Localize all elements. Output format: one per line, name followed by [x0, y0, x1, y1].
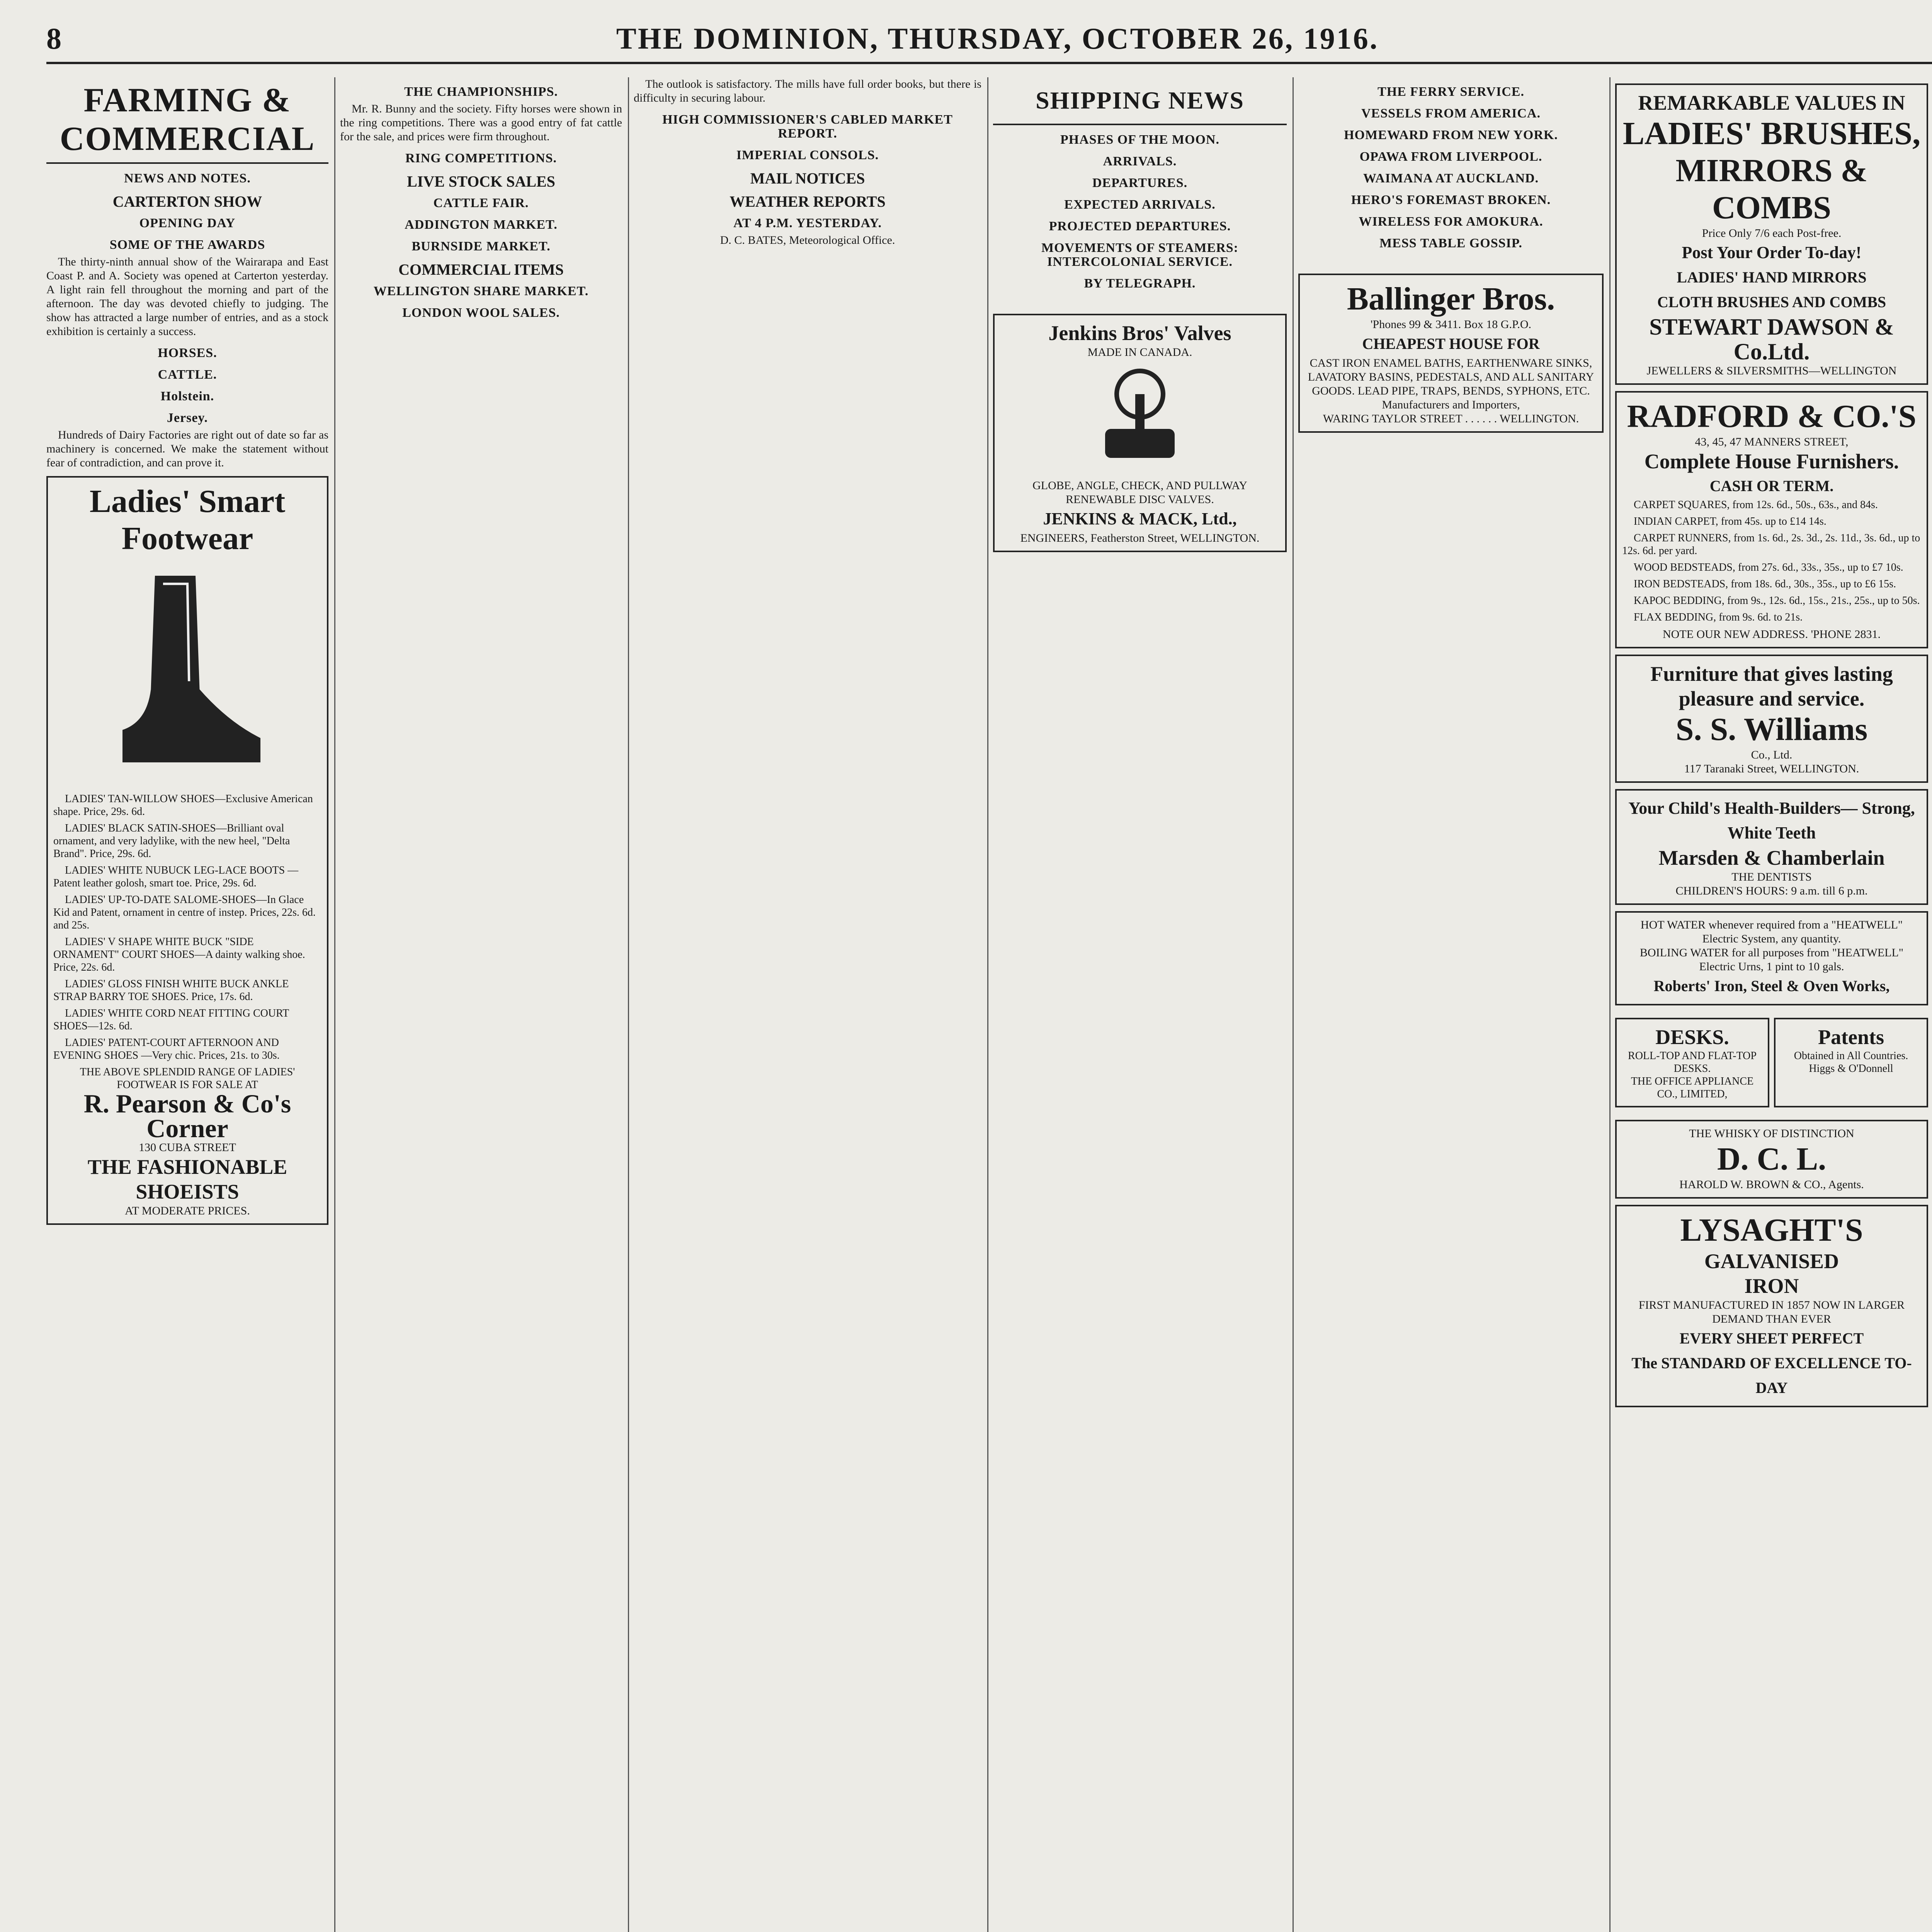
paper-title: THE DOMINION, THURSDAY, OCTOBER 26, 1916. — [616, 22, 1379, 55]
ad-title: Patents — [1818, 1026, 1884, 1049]
ad-manufacturers: Manufacturers and Importers, — [1382, 398, 1520, 411]
ad-item: LADIES' UP-TO-DATE SALOME-SHOES—In Glace Kid and Patent, ornament in centre of instep. Prices, 22s. 6d. and 25s. — [53, 894, 316, 931]
sub-heading: LONDON WOOL SALES. — [402, 306, 560, 320]
ad-line: EVERY SHEET PERFECT — [1679, 1330, 1864, 1347]
sub-heading: AT 4 P.M. YESTERDAY. — [733, 216, 882, 230]
sub-heading: EXPECTED ARRIVALS. — [1064, 197, 1216, 212]
desks-ad — [1615, 1018, 1769, 1107]
ad-subhead: CLOTH BRUSHES AND COMBS — [1657, 293, 1886, 311]
article-heading: COMMERCIAL ITEMS — [398, 261, 564, 278]
article-paragraph: Hundreds of Dairy Factories are right out of date so far as machinery is concerned. We make the statement without fear of contradiction, and can prove it. — [46, 429, 328, 469]
ad-range: THE ABOVE SPLENDID RANGE OF LADIES' FOOTWEAR IS FOR SALE AT — [80, 1066, 295, 1091]
ad-item: LADIES' TAN-WILLOW SHOES—Exclusive American shape. Price, 29s. 6d. — [53, 793, 313, 818]
ad-item: CARPET RUNNERS, from 1s. 6d., 2s. 3d., 2s. 11d., 3s. 6d., up to 12s. 6d. per yard. — [1622, 532, 1920, 557]
boot-illustration — [106, 565, 269, 781]
ad-tagline: FIRST MANUFACTURED IN 1857 NOW IN LARGER DEMAND THAN EVER — [1638, 1299, 1905, 1325]
ad-line: IRON — [1744, 1274, 1799, 1298]
sub-heading: Holstein. — [160, 389, 214, 403]
ad-item: LADIES' V SHAPE WHITE BUCK "SIDE ORNAMENT" COURT SHOES—A dainty walking shoe. Price, 22s. 6d. — [53, 936, 305, 973]
ad-item: CARPET SQUARES, from 12s. 6d., 50s., 63s., and 84s. — [1634, 499, 1878, 511]
section-heading: SHIPPING NEWS — [993, 81, 1287, 125]
sub-heading: Jersey. — [167, 411, 208, 425]
sub-heading: THE CHAMPIONSHIPS. — [404, 85, 558, 99]
sub-heading: CATTLE. — [158, 367, 217, 382]
ad-title: DESKS. — [1655, 1026, 1729, 1049]
ad-line: BOILING WATER for all purposes from "HEATWELL" Electric Urns, 1 pint to 10 gals. — [1639, 946, 1904, 973]
sub-heading: OPAWA FROM LIVERPOOL. — [1359, 150, 1543, 164]
ad-brand: LYSAGHT'S — [1680, 1212, 1863, 1248]
sub-heading: HIGH COMMISSIONER'S CABLED MARKET REPORT. — [662, 112, 953, 141]
sub-heading: MOVEMENTS OF STEAMERS: INTERCOLONIAL SERVICE. — [1041, 241, 1238, 269]
sub-heading: HOMEWARD FROM NEW YORK. — [1344, 128, 1558, 142]
ad-item: INDIAN CARPET, from 45s. up to £14 14s. — [1634, 515, 1827, 527]
column-shipping-2 — [1298, 77, 1604, 1932]
sub-heading: MESS TABLE GOSSIP. — [1379, 236, 1522, 250]
ad-brand: Roberts' Iron, Steel & Oven Works, — [1653, 977, 1890, 995]
ad-address: 117 Taranaki Street, WELLINGTON. — [1684, 762, 1859, 775]
masthead — [46, 15, 1932, 64]
ad-brand-suffix: Co., Ltd. — [1751, 748, 1793, 761]
ad-price: Price Only 7/6 each Post-free. — [1702, 227, 1842, 240]
ad-agents: HAROLD W. BROWN & CO., Agents. — [1679, 1178, 1864, 1191]
ad-item-list — [1622, 498, 1921, 624]
radford-ad — [1615, 391, 1928, 648]
column-ads — [1615, 77, 1928, 1932]
sub-heading: BY TELEGRAPH. — [1084, 276, 1196, 291]
ad-kicker: THE WHISKY OF DISTINCTION — [1689, 1127, 1854, 1140]
article-heading: CARTERTON SHOW — [112, 193, 262, 210]
ad-brand: Marsden & Chamberlain — [1658, 846, 1885, 869]
kicker: NEWS AND NOTES. — [124, 171, 251, 185]
ad-sub: Obtained in All Countries. — [1794, 1050, 1908, 1062]
ad-item: FLAX BEDDING, from 9s. 6d. to 21s. — [1634, 611, 1803, 623]
ad-products: GLOBE, ANGLE, CHECK, AND PULLWAY RENEWABLE DISC VALVES. — [1032, 479, 1247, 506]
column-rule — [1609, 77, 1611, 1932]
ad-title: D. C. L. — [1717, 1141, 1827, 1177]
column-shipping — [993, 77, 1287, 1932]
ad-title: Jenkins Bros' Valves — [1048, 321, 1231, 345]
ad-item: KAPOC BEDDING, from 9s., 12s. 6d., 15s., 21s., 25s., up to 50s. — [1634, 595, 1920, 607]
ad-store: R. Pearson & Co's Corner — [83, 1089, 291, 1143]
sub-heading: PHASES OF THE MOON. — [1060, 133, 1219, 147]
column-stock — [340, 77, 622, 1932]
heatwell-ad — [1615, 911, 1928, 1005]
ad-cheapest: CHEAPEST HOUSE FOR — [1362, 335, 1540, 352]
article-paragraph: The outlook is satisfactory. The mills have full order books, but there is difficulty in securing labour. — [634, 78, 981, 104]
footwear-ad — [46, 476, 328, 1225]
ad-tagline: Complete House Furnishers. — [1644, 450, 1899, 473]
ad-item: LADIES' WHITE CORD NEAT FITTING COURT SHOES—12s. 6d. — [53, 1007, 289, 1032]
sub-heading: THE FERRY SERVICE. — [1378, 85, 1524, 99]
ad-item: LADIES' WHITE NUBUCK LEG-LACE BOOTS — Patent leather golosh, smart toe. Price, 29s. 6d. — [53, 864, 299, 889]
article-heading: LIVE STOCK SALES — [407, 173, 555, 190]
sub-heading: HORSES. — [158, 346, 217, 360]
signature: D. C. BATES, Meteorological Office. — [720, 234, 895, 247]
ad-line: HOT WATER whenever required from a "HEATWELL" Electric System, any quantity. — [1640, 918, 1903, 945]
ad-item: LADIES' GLOSS FINISH WHITE BUCK ANKLE STRAP BARRY TOE SHOES. Price, 17s. 6d. — [53, 978, 289, 1003]
ad-hours: CHILDREN'S HOURS: 9 a.m. till 6 p.m. — [1675, 884, 1868, 897]
sub-heading: PROJECTED DEPARTURES. — [1049, 219, 1231, 233]
ad-title: Your Child's Health-Builders— Strong, White Teeth — [1628, 799, 1915, 842]
ad-title: Ballinger Bros. — [1347, 281, 1555, 317]
williams-ad — [1615, 655, 1928, 783]
ad-address: 130 CUBA STREET — [139, 1141, 236, 1154]
stewart-dawson-ad — [1615, 83, 1928, 385]
lysaght-ad — [1615, 1205, 1928, 1407]
ad-title: Furniture that gives lasting pleasure and service. — [1650, 662, 1893, 710]
ad-note: NOTE OUR NEW ADDRESS. 'PHONE 2831. — [1662, 628, 1881, 641]
ad-address: WARING TAYLOR STREET . . . . . . WELLINGTON. — [1323, 412, 1579, 425]
sub-heading: RING COMPETITIONS. — [405, 151, 557, 165]
ad-line: GALVANISED — [1704, 1250, 1839, 1273]
ad-agents: JENKINS & MACK, Ltd., — [1043, 509, 1237, 528]
ad-row — [1615, 1012, 1928, 1114]
sub-heading: IMPERIAL CONSOLS. — [736, 148, 879, 162]
ad-brand: THE OFFICE APPLIANCE CO., LIMITED, — [1631, 1075, 1754, 1100]
jenkins-ad — [993, 314, 1287, 552]
ballinger-ad — [1298, 274, 1604, 433]
sub-heading: ADDINGTON MARKET. — [405, 218, 558, 232]
sub-heading: VESSELS FROM AMERICA. — [1361, 106, 1541, 121]
article-paragraph: Mr. R. Bunny and the society. Fifty horses were shown in the ring competitions. There was a good entry of fat cattle for the sale, and prices were firm throughout. — [340, 102, 622, 143]
sub-heading: OPENING DAY — [139, 216, 236, 230]
ad-goods: CAST IRON ENAMEL BATHS, EARTHENWARE SINKS, LAVATORY BASINS, PEDESTALS, AND ALL SANITARY GOODS. LEAD PIPE, TRAPS, BENDS, SYPHONS, ETC. — [1308, 357, 1594, 397]
ad-item: LADIES' BLACK SATIN-SHOES—Brilliant oval ornament, and very ladylike, with the new heel, "Delta Brand". Price, 29s. 6d. — [53, 822, 290, 860]
ad-line: The STANDARD OF EXCELLENCE TO-DAY — [1631, 1354, 1912, 1396]
page-number: 8 — [46, 22, 63, 55]
dcl-ad — [1615, 1120, 1928, 1199]
ad-brand: STEWART DAWSON & Co.Ltd. — [1649, 314, 1894, 364]
ad-subhead: LADIES' HAND MIRRORS — [1677, 269, 1867, 286]
ad-order: Post Your Order To-day! — [1682, 243, 1862, 262]
column-rule — [1293, 77, 1294, 1932]
column-rule — [334, 77, 335, 1932]
article-heading: MAIL NOTICES — [750, 170, 865, 187]
sub-heading: HERO'S FOREMAST BROKEN. — [1351, 193, 1551, 207]
sub-heading: DEPARTURES. — [1092, 176, 1188, 190]
sub-heading: WELLINGTON SHARE MARKET. — [373, 284, 589, 298]
ad-cash: CASH OR TERM. — [1709, 477, 1834, 495]
ad-kicker: REMARKABLE VALUES IN — [1638, 91, 1905, 114]
dentist-ad — [1615, 789, 1928, 905]
column-markets — [634, 77, 981, 1932]
column-rule — [628, 77, 629, 1932]
sub-heading: ARRIVALS. — [1103, 154, 1177, 168]
sub-heading: SOME OF THE AWARDS — [109, 238, 265, 252]
ad-dentists: THE DENTISTS — [1731, 871, 1812, 883]
section-heading: FARMING & COMMERCIAL — [46, 81, 328, 164]
ad-brand: Higgs & O'Donnell — [1809, 1063, 1893, 1075]
ad-phone: 'Phones 99 & 3411. Box 18 G.P.O. — [1370, 318, 1531, 331]
column-rule — [987, 77, 988, 1932]
sub-heading: CATTLE FAIR. — [433, 196, 529, 210]
ad-item: IRON BEDSTEADS, from 18s. 6d., 30s., 35s., up to £6 15s. — [1634, 578, 1896, 590]
ad-price: AT MODERATE PRICES. — [125, 1204, 250, 1217]
article-heading: WEATHER REPORTS — [730, 193, 886, 210]
ad-item: WOOD BEDSTEADS, from 27s. 6d., 33s., 35s., up to £7 10s. — [1634, 561, 1903, 573]
ad-tagline: THE FASHIONABLE SHOEISTS — [87, 1155, 287, 1203]
sub-heading: WIRELESS FOR AMOKURA. — [1359, 214, 1543, 229]
article-paragraph: The thirty-ninth annual show of the Wairarapa and East Coast P. and A. Society was opened at Carterton yesterday. A light rain fell throughout the morning and part of the afternoon. The day was devoted chiefly to judging. The show has attracted a large number of entries, and as a stock exhibition is certainly a success. — [46, 255, 328, 338]
ad-item-list — [53, 793, 321, 1062]
ad-address: 43, 45, 47 MANNERS STREET, — [1695, 435, 1849, 448]
ad-item: LADIES' PATENT-COURT AFTERNOON AND EVENING SHOES —Very chic. Prices, 21s. to 30s. — [53, 1037, 280, 1061]
ad-jewellers: JEWELLERS & SILVERSMITHS—WELLINGTON — [1646, 364, 1897, 377]
ad-sub: ROLL-TOP AND FLAT-TOP DESKS. — [1628, 1050, 1757, 1075]
ad-title: LADIES' BRUSHES, MIRRORS & COMBS — [1622, 116, 1921, 226]
sub-heading: BURNSIDE MARKET. — [412, 239, 551, 253]
patents-ad — [1774, 1018, 1928, 1107]
column-farming — [46, 77, 328, 1932]
valve-illustration — [1082, 359, 1198, 475]
ad-made: MADE IN CANADA. — [1087, 346, 1192, 359]
ad-brand: S. S. Williams — [1675, 711, 1868, 747]
sub-heading: WAIMANA AT AUCKLAND. — [1363, 171, 1539, 185]
ad-title: RADFORD & CO.'S — [1627, 398, 1917, 434]
ad-title: Ladies' Smart Footwear — [89, 483, 286, 556]
ad-address: ENGINEERS, Featherston Street, WELLINGTON. — [1020, 532, 1260, 544]
